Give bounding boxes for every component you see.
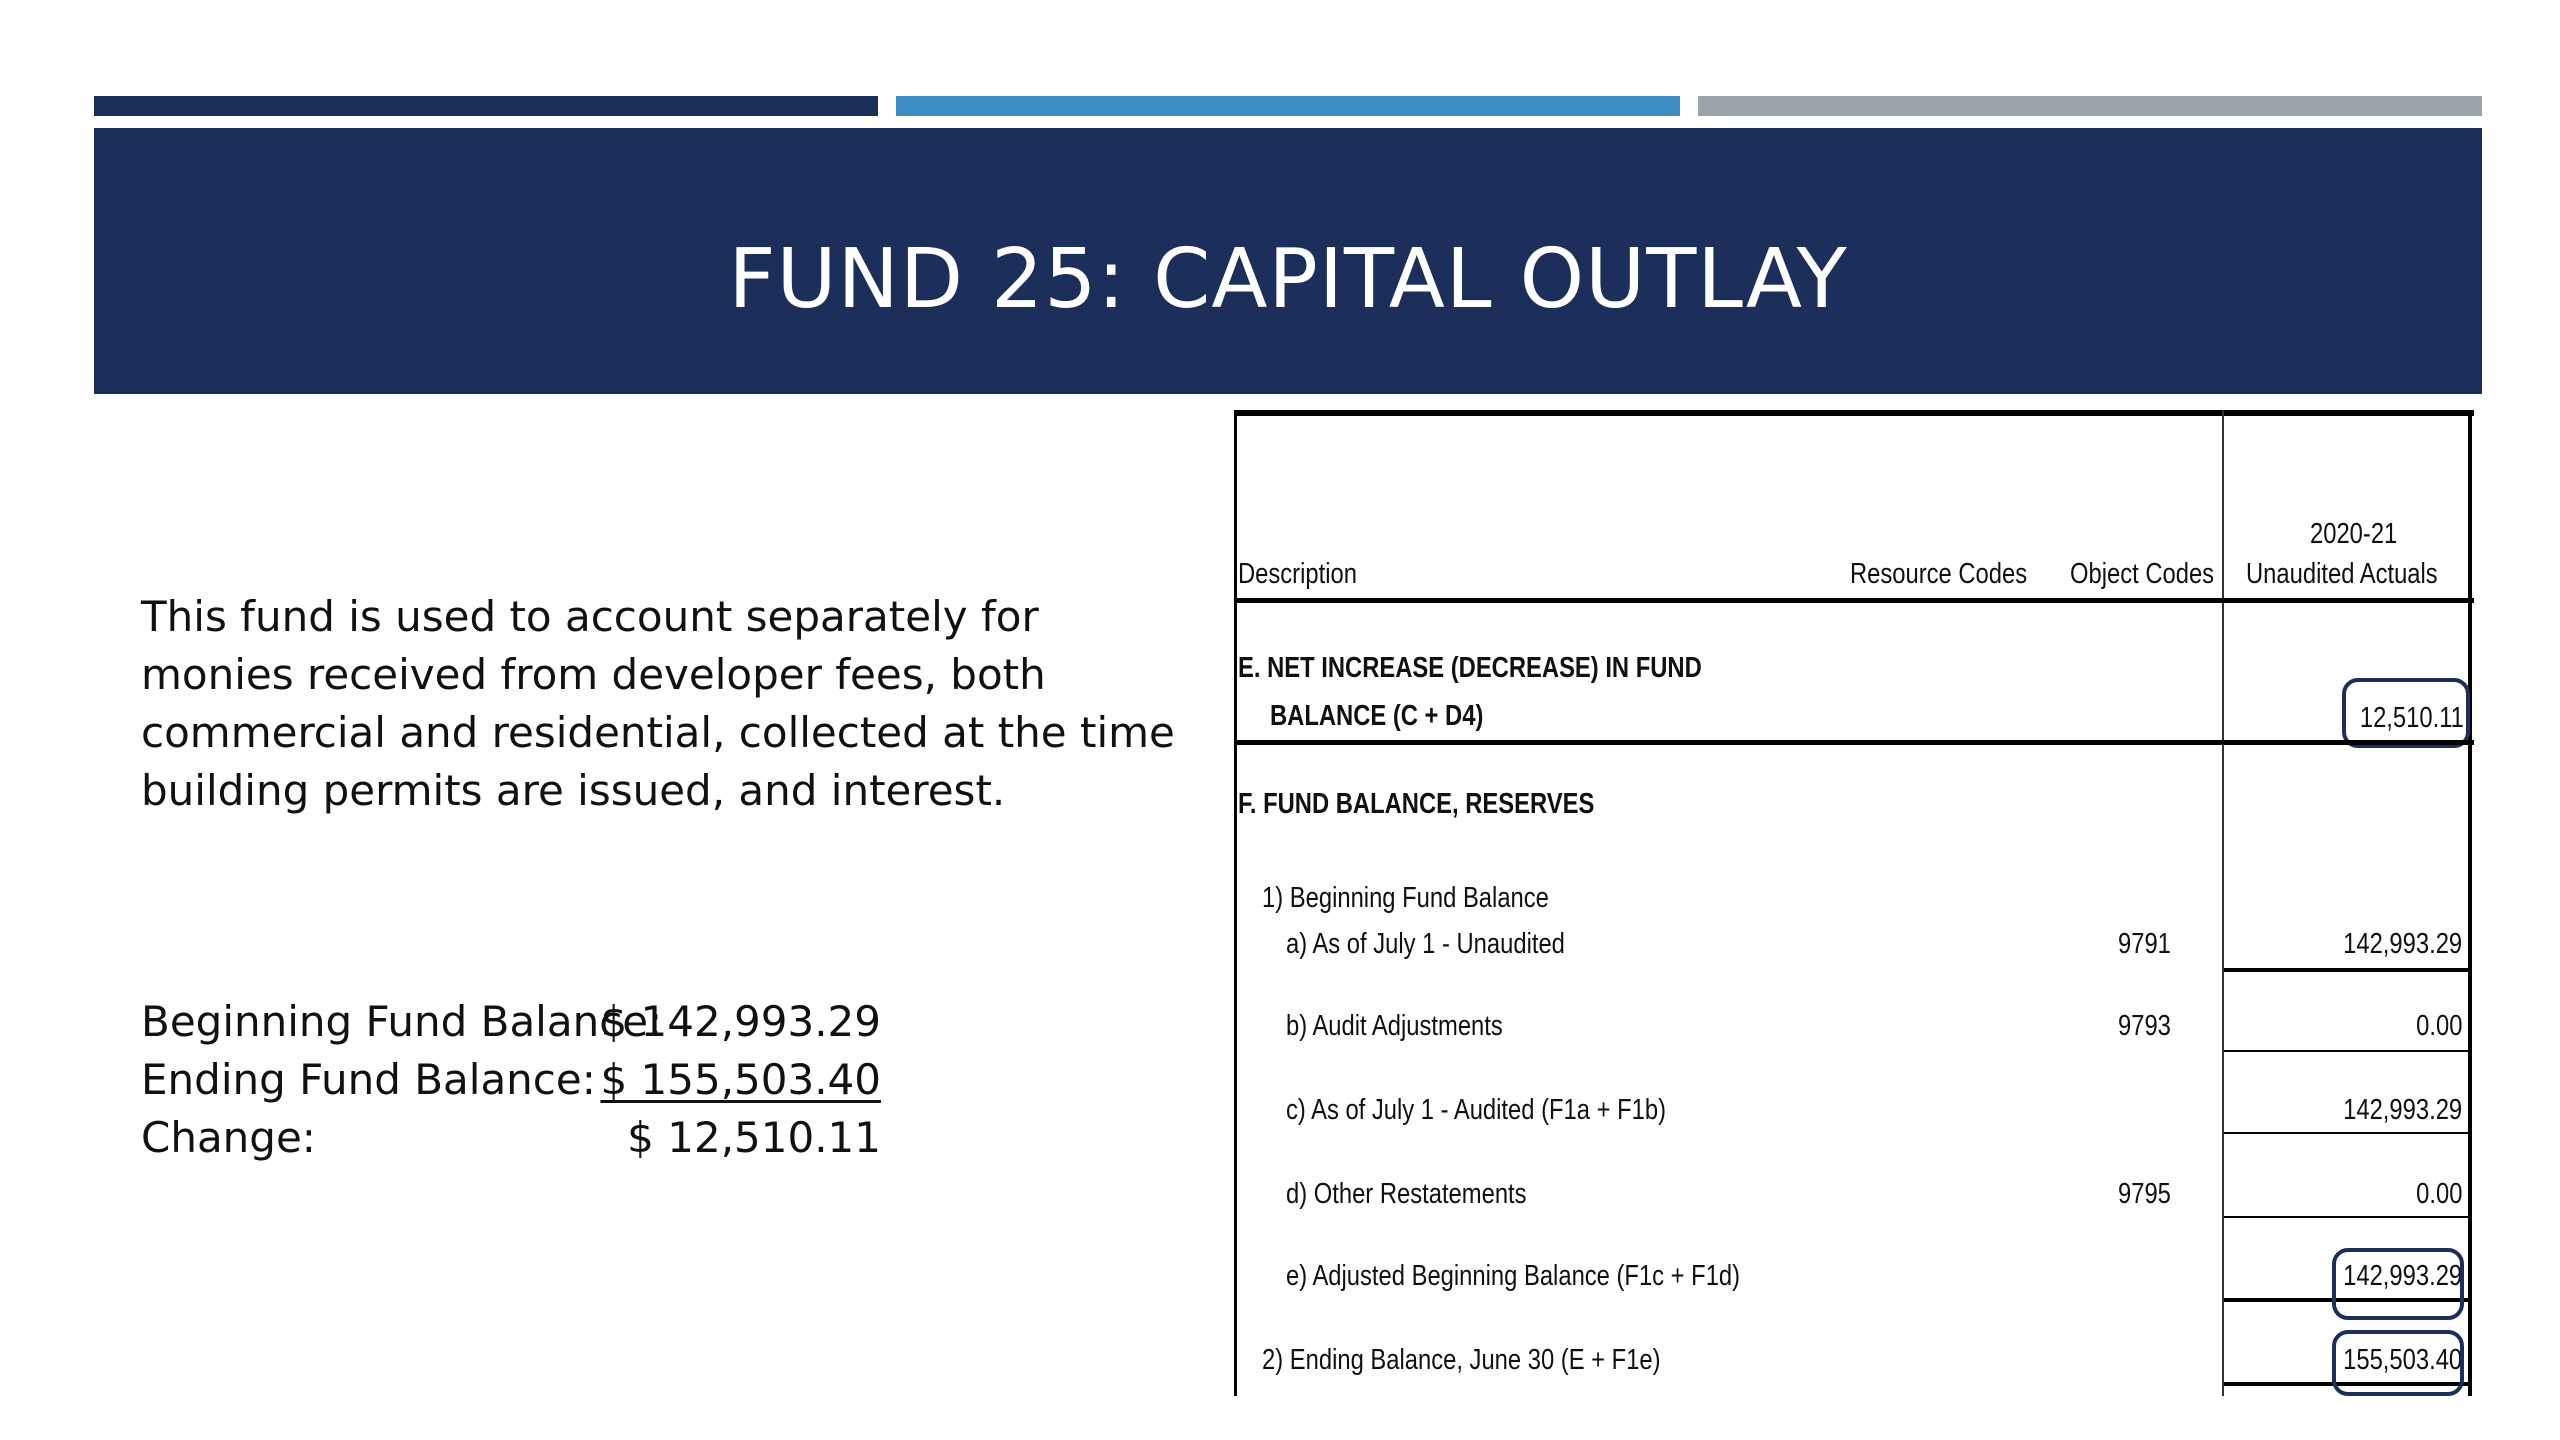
row-e-value: 142,993.29 xyxy=(2342,1260,2462,1292)
section-e-divider xyxy=(1234,740,2474,745)
table-left-border xyxy=(1234,410,1237,1396)
row-b-label: b) Audit Adjustments xyxy=(1286,1010,1503,1042)
header-divider xyxy=(1234,598,2474,603)
accent-bar-gray xyxy=(1698,96,2482,116)
highlight-circle-ending-balance xyxy=(2332,1330,2464,1396)
beginning-fund-balance-label: 1) Beginning Fund Balance xyxy=(1262,882,1549,914)
header-unaudited-actuals: Unaudited Actuals xyxy=(2246,558,2438,590)
summary-row-beginning xyxy=(141,993,881,1051)
ending-balance-value: 155,503.40 xyxy=(2342,1344,2462,1376)
ending-balance-label: Ending Fund Balance: xyxy=(141,1055,596,1104)
row-d-underline xyxy=(2224,1216,2468,1218)
row-a-code: 9791 xyxy=(2118,928,2171,960)
row-b-underline xyxy=(2224,1050,2468,1052)
accent-bar-blue xyxy=(896,96,1680,116)
row-e-label: e) Adjusted Beginning Balance (F1c + F1d) xyxy=(1286,1260,1741,1292)
header-description: Description xyxy=(1238,558,1357,590)
row-d-code: 9795 xyxy=(2118,1178,2171,1210)
row-d-value: 0.00 xyxy=(2415,1178,2462,1210)
summary-row-change xyxy=(141,1109,881,1167)
table-column-divider xyxy=(2222,410,2224,1396)
beginning-balance-label: Beginning Fund Balance: xyxy=(141,997,663,1046)
row-a-label: a) As of July 1 - Unaudited xyxy=(1286,928,1565,960)
ending-balance-value: $ 155,503.40 xyxy=(600,1055,881,1104)
title-banner xyxy=(94,128,2482,394)
row-c-value: 142,993.29 xyxy=(2342,1094,2462,1126)
change-label: Change: xyxy=(141,1113,316,1162)
section-e-line1: E. NET INCREASE (DECREASE) IN FUND xyxy=(1238,652,1702,684)
beginning-balance-value: $ 142,993.29 xyxy=(600,997,881,1046)
row-a-value: 142,993.29 xyxy=(2342,928,2462,960)
highlight-circle-net-increase xyxy=(2342,678,2470,748)
header-resource-codes: Resource Codes xyxy=(1850,558,2028,590)
row-b-code: 9793 xyxy=(2118,1010,2171,1042)
table-right-border xyxy=(2468,410,2472,1396)
row-c-underline xyxy=(2224,1132,2468,1134)
summary-row-ending xyxy=(141,1051,881,1109)
row-a-underline xyxy=(2224,968,2468,972)
header-year: 2020-21 xyxy=(2310,518,2398,550)
ending-balance-label: 2) Ending Balance, June 30 (E + F1e) xyxy=(1262,1344,1661,1376)
row-b-value: 0.00 xyxy=(2415,1010,2462,1042)
change-value: $ 12,510.11 xyxy=(627,1113,881,1162)
fund-description: This fund is used to account separately for monies received from developer fees, both commercial and residential, collected at the time building permits are issued, and interest. xyxy=(141,592,1175,815)
accent-bar-navy xyxy=(94,96,878,116)
section-e-line2: BALANCE (C + D4) xyxy=(1270,700,1484,732)
slide-title: FUND 25: CAPITAL OUTLAY xyxy=(728,231,1848,327)
row-d-label: d) Other Restatements xyxy=(1286,1178,1527,1210)
balance-summary xyxy=(141,993,881,1167)
section-f-title: F. FUND BALANCE, RESERVES xyxy=(1238,788,1595,820)
row-c-label: c) As of July 1 - Audited (F1a + F1b) xyxy=(1286,1094,1666,1126)
table-top-border xyxy=(1234,410,2474,416)
header-object-codes: Object Codes xyxy=(2070,558,2215,590)
section-e-value: 12,510.11 xyxy=(2359,702,2464,734)
highlight-circle-adjusted-beginning xyxy=(2332,1248,2464,1320)
fund-balance-table xyxy=(1234,410,2474,1396)
